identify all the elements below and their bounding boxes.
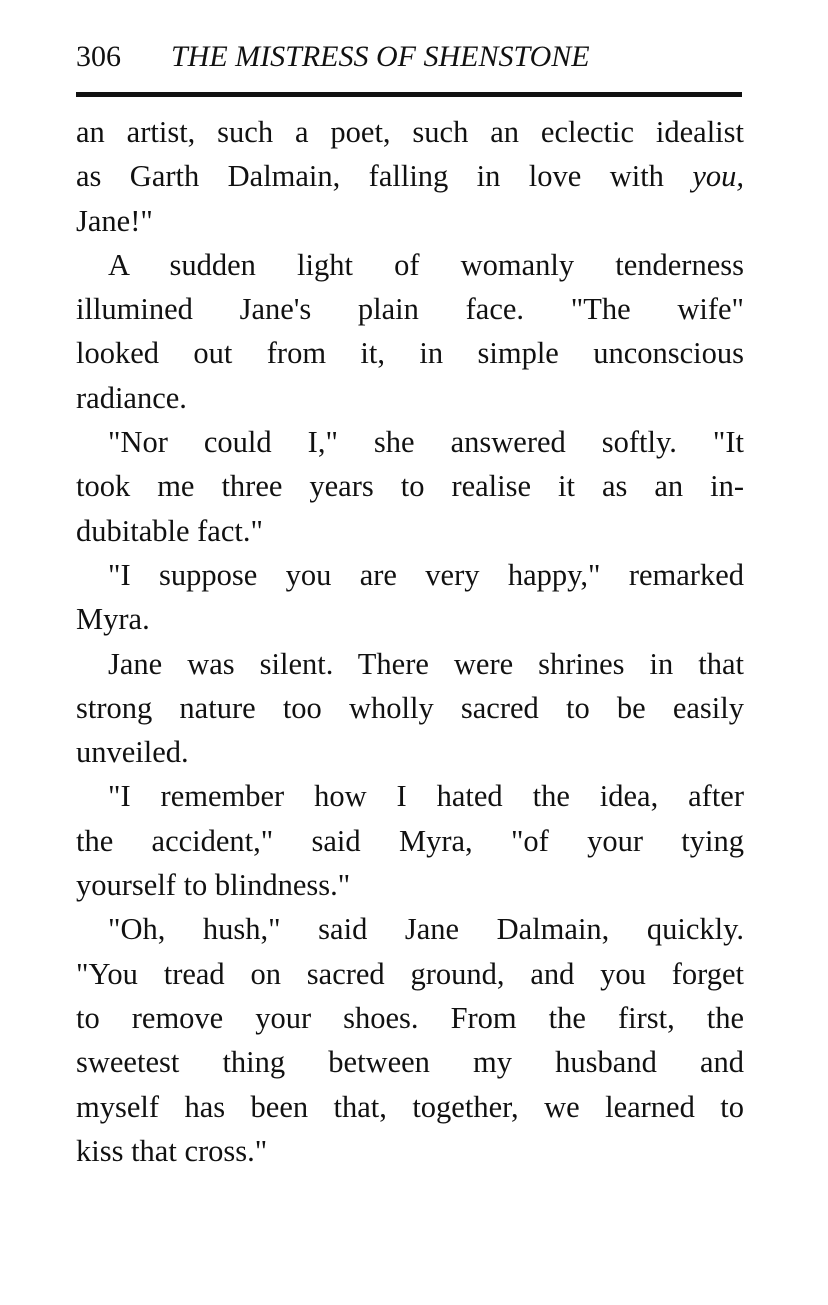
text-line: radiance. [76,380,187,415]
text-line: myself has been that, together, we learned to [76,1089,744,1124]
text-line: "I remember how I hated the idea, after [108,779,744,814]
text-line: the accident," said Myra, "of your tying [76,823,744,858]
page-number: 306 [76,40,121,73]
text-line: as Garth Dalmain, falling in love with you, [76,159,744,194]
text-line: illumined Jane's plain face. "The wife" [76,292,744,327]
text-line: strong nature too wholly sacred to be easily [76,690,744,725]
text-line: unveiled. [76,735,189,770]
text-line: "I suppose you are very happy," remarked [108,557,744,592]
emphasis: you, [692,159,744,194]
text-line: Jane!" [76,203,153,238]
text-line: looked out from it, in simple unconscious [76,336,744,371]
text-line: Myra. [76,602,150,637]
text-line: took me three years to realise it as an in- [76,469,744,504]
running-header [76,40,742,84]
text-line: Jane was silent. There were shrines in that [108,646,744,681]
text-line: an artist, such a poet, such an eclectic idealist [76,115,744,149]
text-line: kiss that cross." [76,1133,268,1168]
text-line: "You tread on sacred ground, and you forget [76,956,744,991]
text-line: to remove your shoes. From the first, the [76,1000,744,1035]
text-line: yourself to blindness." [76,868,351,903]
text-line: A sudden light of womanly tenderness [108,247,744,282]
body-text [76,110,744,1173]
running-title: THE MISTRESS OF SHENSTONE [171,40,590,73]
text-line: sweetest thing between my husband and [76,1045,744,1080]
header-rule [76,92,742,97]
text-line: "Nor could I," she answered softly. "It [108,425,744,460]
text-line: dubitable fact." [76,513,263,548]
text-line: "Oh, hush," said Jane Dalmain, quickly. [108,912,744,947]
